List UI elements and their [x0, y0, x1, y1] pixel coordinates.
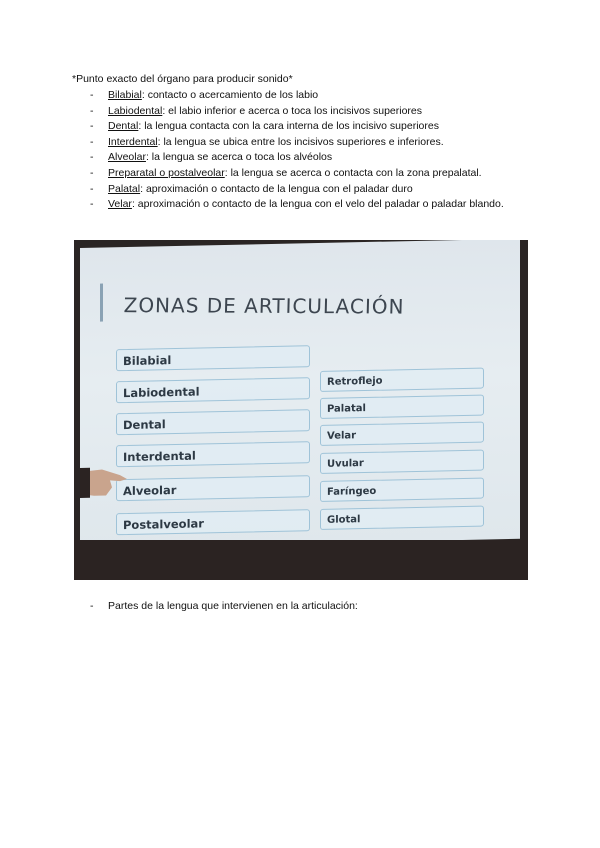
term: Bilabial [108, 89, 142, 101]
definition: : la lengua se ubica entre los incisivos superiores e inferiores. [157, 135, 444, 148]
zone-box: Velar [320, 422, 484, 446]
zone-box: Bilabial [116, 345, 310, 371]
zone-box: Postalveolar [116, 509, 310, 535]
definition: : contacto o acercamiento de los labio [141, 89, 319, 101]
pointing-hand-icon [80, 465, 128, 500]
slide-photo [74, 240, 528, 580]
definition: : el labio inferior e acerca o toca los incisivos superiores [162, 104, 423, 117]
projector-screen [80, 240, 520, 548]
list-item: - Preparatal o postalveolar: la lengua se acerca o contacta con la zona prepalatal. [90, 166, 482, 179]
term: Alveolar [108, 151, 146, 164]
zone-box: Faríngeo [320, 478, 484, 502]
slide-title: ZONAS DE ARTICULACIÓN [123, 293, 405, 319]
lower-item-text: Partes de la lengua que intervienen en la articulación: [108, 600, 358, 612]
term: Interdental [108, 135, 158, 148]
zone-box: Palatal [320, 395, 484, 419]
zone-box: Dental [116, 409, 310, 435]
lower-list-item: - Partes de la lengua que intervienen en la articulación: [90, 600, 358, 612]
zone-box: Glotal [320, 506, 484, 530]
definition: : la lengua se acerca o toca los alvéolos [145, 151, 333, 164]
term: Dental [108, 120, 139, 133]
definition: : la lengua se acerca o contacta con la zona prepalatal. [224, 166, 482, 179]
zone-box: Uvular [320, 450, 484, 474]
definition: : aproximación o contacto de la lengua con el paladar duro [140, 182, 413, 195]
term: Palatal [108, 182, 141, 195]
term: Preparatal o postalveolar [108, 166, 225, 179]
title-accent-bar [100, 284, 103, 322]
list-item: - Labiodental: el labio inferior e acerca o toca los incisivos superiores [90, 104, 423, 117]
zone-box: Labiodental [116, 377, 310, 403]
zone-box: Retroflejo [320, 368, 484, 392]
list-item: - Velar: aproximación o contacto de la lengua con el velo del paladar o paladar blando. [90, 198, 504, 211]
list-item: - Alveolar: la lengua se acerca o toca los alvéolos [90, 151, 333, 164]
zone-box: Interdental [116, 441, 310, 467]
term: Labiodental [108, 104, 163, 117]
intro-heading: *Punto exacto del órgano para producir sonido* [72, 73, 293, 85]
list-item: - Bilabial: contacto o acercamiento de los labio [90, 89, 319, 101]
term: Velar [108, 198, 132, 211]
definitions-list [90, 88, 504, 213]
room-floor [74, 540, 528, 580]
definition: : la lengua contacta con la cara interna de los incisivo superiores [138, 120, 439, 133]
list-item: - Interdental: la lengua se ubica entre los incisivos superiores e inferiores. [90, 135, 444, 148]
list-item: - Dental: la lengua contacta con la cara interna de los incisivo superiores [90, 120, 439, 133]
zone-box: Alveolar [116, 475, 310, 501]
definition: : aproximación o contacto de la lengua con el velo del paladar o paladar blando. [131, 198, 504, 211]
list-item: - Palatal: aproximación o contacto de la lengua con el paladar duro [90, 182, 413, 195]
